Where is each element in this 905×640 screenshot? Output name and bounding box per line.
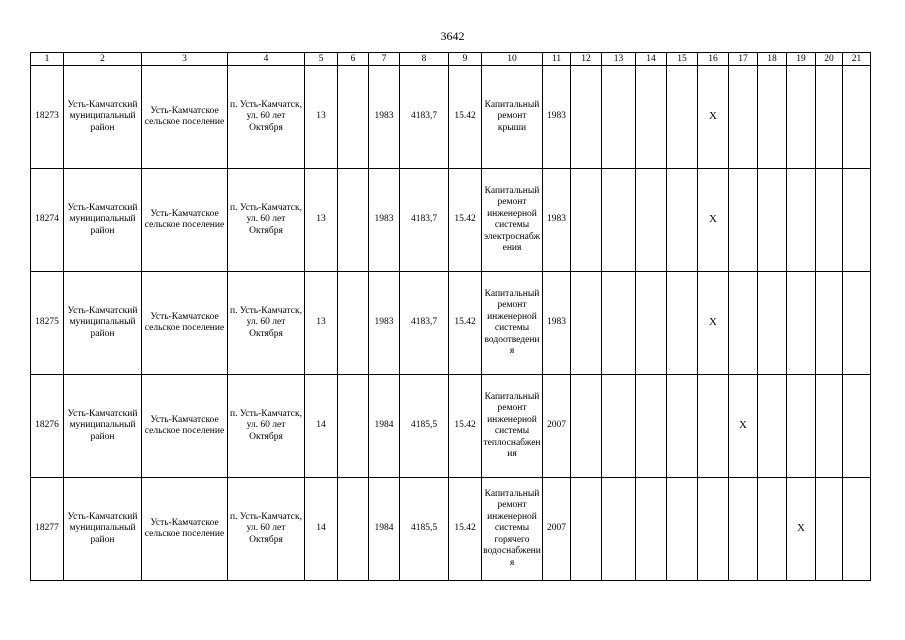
registry-table	[30, 52, 871, 581]
cell-col-6	[338, 272, 369, 375]
cell-col-11: 2007	[543, 478, 571, 581]
cell-col-6	[338, 375, 369, 478]
cell-col-14	[636, 169, 667, 272]
cell-col-16: X	[698, 169, 729, 272]
cell-col-12	[571, 478, 602, 581]
column-header-5: 5	[305, 53, 338, 66]
cell-col-18	[758, 66, 787, 169]
cell-col-21	[843, 375, 871, 478]
table-row	[31, 66, 871, 169]
column-header-7: 7	[369, 53, 400, 66]
cell-col-20	[816, 169, 843, 272]
cell-col-15	[667, 66, 698, 169]
cell-col-7: 1984	[369, 478, 400, 581]
cell-col-17	[729, 169, 758, 272]
cell-col-10: Капитальный ремонт инженерной системы горячего водоснабжения	[482, 478, 543, 581]
cell-col-4: п. Усть-Камчатск, ул. 60 лет Октября	[228, 66, 305, 169]
cell-col-11: 1983	[543, 169, 571, 272]
cell-col-14	[636, 272, 667, 375]
cell-col-18	[758, 478, 787, 581]
cell-col-7: 1984	[369, 375, 400, 478]
table-row	[31, 272, 871, 375]
cell-col-15	[667, 169, 698, 272]
cell-col-1: 18275	[31, 272, 64, 375]
cell-col-15	[667, 375, 698, 478]
cell-col-3: Усть-Камчатское сельское поселение	[142, 169, 228, 272]
cell-col-18	[758, 272, 787, 375]
cell-col-1: 18277	[31, 478, 64, 581]
column-header-15: 15	[667, 53, 698, 66]
cell-col-4: п. Усть-Камчатск, ул. 60 лет Октября	[228, 169, 305, 272]
cell-col-14	[636, 478, 667, 581]
cell-col-17	[729, 66, 758, 169]
cell-col-21	[843, 169, 871, 272]
cell-col-19	[787, 169, 816, 272]
cell-col-3: Усть-Камчатское сельское поселение	[142, 272, 228, 375]
cell-col-9: 15.42	[449, 169, 482, 272]
cell-col-16	[698, 375, 729, 478]
cell-col-4: п. Усть-Камчатск, ул. 60 лет Октября	[228, 375, 305, 478]
cell-col-2: Усть-Камчатский муниципальный район	[64, 375, 142, 478]
table-body	[31, 66, 871, 581]
cell-col-12	[571, 66, 602, 169]
cell-col-19	[787, 375, 816, 478]
column-header-17: 17	[729, 53, 758, 66]
cell-col-19	[787, 272, 816, 375]
cell-col-21	[843, 66, 871, 169]
cell-col-7: 1983	[369, 169, 400, 272]
cell-col-13	[602, 375, 636, 478]
cell-col-17: X	[729, 375, 758, 478]
cell-col-7: 1983	[369, 66, 400, 169]
cell-col-13	[602, 478, 636, 581]
column-header-16: 16	[698, 53, 729, 66]
cell-col-10: Капитальный ремонт инженерной системы электроснабжения	[482, 169, 543, 272]
cell-col-15	[667, 272, 698, 375]
page-number: 3642	[440, 29, 465, 43]
cell-col-16: X	[698, 66, 729, 169]
cell-col-15	[667, 478, 698, 581]
cell-col-4: п. Усть-Камчатск, ул. 60 лет Октября	[228, 478, 305, 581]
cell-col-4: п. Усть-Камчатск, ул. 60 лет Октября	[228, 272, 305, 375]
cell-col-8: 4183,7	[400, 169, 449, 272]
cell-col-13	[602, 169, 636, 272]
cell-col-19	[787, 66, 816, 169]
column-header-8: 8	[400, 53, 449, 66]
column-header-21: 21	[843, 53, 871, 66]
cell-col-2: Усть-Камчатский муниципальный район	[64, 478, 142, 581]
cell-col-19: X	[787, 478, 816, 581]
cell-col-3: Усть-Камчатское сельское поселение	[142, 478, 228, 581]
cell-col-2: Усть-Камчатский муниципальный район	[64, 272, 142, 375]
cell-col-3: Усть-Камчатское сельское поселение	[142, 66, 228, 169]
cell-col-13	[602, 272, 636, 375]
column-header-4: 4	[228, 53, 305, 66]
cell-col-11: 2007	[543, 375, 571, 478]
cell-col-20	[816, 272, 843, 375]
cell-col-17	[729, 478, 758, 581]
cell-col-11: 1983	[543, 272, 571, 375]
column-header-11: 11	[543, 53, 571, 66]
cell-col-10: Капитальный ремонт инженерной системы теплоснабжения	[482, 375, 543, 478]
cell-col-20	[816, 66, 843, 169]
cell-col-5: 14	[305, 375, 338, 478]
cell-col-17	[729, 272, 758, 375]
cell-col-2: Усть-Камчатский муниципальный район	[64, 66, 142, 169]
cell-col-9: 15.42	[449, 272, 482, 375]
cell-col-6	[338, 169, 369, 272]
column-header-9: 9	[449, 53, 482, 66]
cell-col-10: Капитальный ремонт крыши	[482, 66, 543, 169]
cell-col-21	[843, 478, 871, 581]
column-header-18: 18	[758, 53, 787, 66]
header-row	[31, 53, 871, 66]
column-header-12: 12	[571, 53, 602, 66]
cell-col-8: 4185,5	[400, 478, 449, 581]
cell-col-6	[338, 66, 369, 169]
cell-col-5: 13	[305, 66, 338, 169]
cell-col-14	[636, 66, 667, 169]
cell-col-8: 4183,7	[400, 272, 449, 375]
cell-col-20	[816, 478, 843, 581]
column-header-2: 2	[64, 53, 142, 66]
cell-col-8: 4183,7	[400, 66, 449, 169]
table-row	[31, 478, 871, 581]
cell-col-21	[843, 272, 871, 375]
cell-col-1: 18274	[31, 169, 64, 272]
cell-col-9: 15.42	[449, 478, 482, 581]
cell-col-12	[571, 272, 602, 375]
cell-col-3: Усть-Камчатское сельское поселение	[142, 375, 228, 478]
cell-col-18	[758, 375, 787, 478]
column-header-19: 19	[787, 53, 816, 66]
cell-col-5: 14	[305, 478, 338, 581]
cell-col-7: 1983	[369, 272, 400, 375]
cell-col-16	[698, 478, 729, 581]
cell-col-11: 1983	[543, 66, 571, 169]
cell-col-6	[338, 478, 369, 581]
cell-col-12	[571, 169, 602, 272]
cell-col-13	[602, 66, 636, 169]
cell-col-20	[816, 375, 843, 478]
column-header-3: 3	[142, 53, 228, 66]
column-header-6: 6	[338, 53, 369, 66]
column-header-14: 14	[636, 53, 667, 66]
cell-col-14	[636, 375, 667, 478]
column-header-1: 1	[31, 53, 64, 66]
cell-col-16: X	[698, 272, 729, 375]
table-row	[31, 169, 871, 272]
cell-col-9: 15.42	[449, 66, 482, 169]
cell-col-10: Капитальный ремонт инженерной системы водоотведения	[482, 272, 543, 375]
cell-col-18	[758, 169, 787, 272]
column-header-10: 10	[482, 53, 543, 66]
cell-col-8: 4185,5	[400, 375, 449, 478]
column-header-20: 20	[816, 53, 843, 66]
cell-col-2: Усть-Камчатский муниципальный район	[64, 169, 142, 272]
cell-col-1: 18276	[31, 375, 64, 478]
cell-col-5: 13	[305, 272, 338, 375]
cell-col-5: 13	[305, 169, 338, 272]
cell-col-12	[571, 375, 602, 478]
cell-col-1: 18273	[31, 66, 64, 169]
table-row	[31, 375, 871, 478]
column-header-13: 13	[602, 53, 636, 66]
cell-col-9: 15.42	[449, 375, 482, 478]
